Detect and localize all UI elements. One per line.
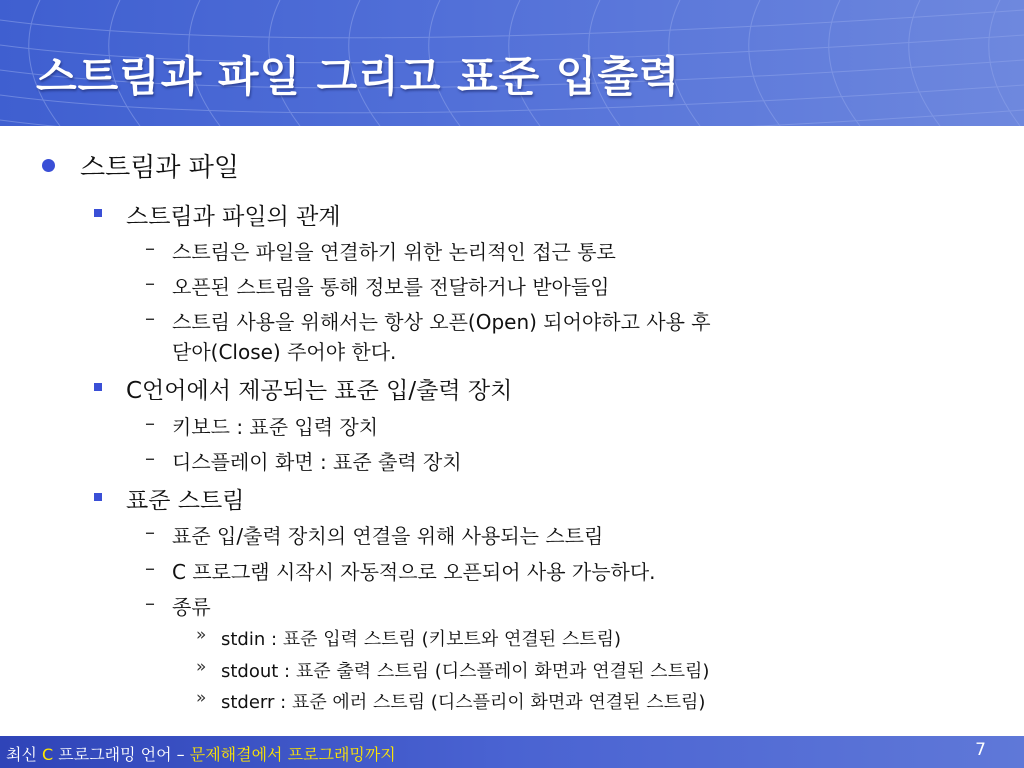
dash-icon: – [145,236,155,260]
list-item: 종류 [172,595,211,619]
raquo-icon: » [196,657,207,677]
stream-item-stdin: stdin : 표준 입력 스트림 (키보트와 연결된 스트림) [221,629,622,650]
sub-heading-relation: 스트림과 파일의 관계 [126,204,341,230]
stream-item-stderr: stderr : 표준 에러 스트림 (디스플리이 화면과 연결된 스트림) [221,692,706,713]
list-item: 스트림 사용을 위해서는 항상 오픈(Open) 되어야하고 사용 후 [172,310,711,334]
footer-book: 프로그래밍 언어 [58,745,172,764]
footer-text [6,742,396,765]
footer-dash: – [176,745,185,764]
dash-icon: – [145,520,155,544]
footer-bar [0,736,1024,768]
raquo-icon: » [196,625,207,645]
section-heading: 스트림과 파일 [80,153,239,183]
list-item-continuation: 닫아(Close) 주어야 한다. [172,340,397,364]
stream-item-stdout: stdout : 표준 출력 스트림 (디스플레이 화면과 연결된 스트림) [221,661,710,682]
list-item: 표준 입/출력 장치의 연결을 위해 사용되는 스트림 [172,524,604,548]
dash-icon: – [145,446,155,470]
raquo-icon: » [196,688,207,708]
list-item: 스트림은 파일을 연결하기 위한 논리적인 접근 통로 [172,240,616,264]
bullet-square-icon [94,383,102,391]
slide-title: 스트림과 파일 그리고 표준 입출력 [36,52,681,101]
page-number: 7 [975,740,986,760]
list-item: 오픈된 스트림을 통해 정보를 전달하거나 받아들임 [172,275,610,299]
footer-c-letter: C [42,745,54,764]
title-bar [0,0,1024,126]
sub-heading-standard-streams: 표준 스트림 [126,488,245,514]
dash-icon: – [145,591,155,615]
sub-heading-devices: C언어에서 제공되는 표준 입/출력 장치 [126,378,513,404]
bullet-square-icon [94,493,102,501]
footer-prefix: 최신 [6,745,37,764]
dash-icon: – [145,306,155,330]
dash-icon: – [145,411,155,435]
bullet-square-icon [94,209,102,217]
list-item: 디스플레이 화면 : 표준 출력 장치 [172,450,462,474]
list-item: C 프로그램 시작시 자동적으로 오픈되어 사용 가능하다. [172,560,656,584]
dash-icon: – [145,556,155,580]
bullet-dot-icon [42,159,55,172]
list-item: 키보드 : 표준 입력 장치 [172,415,379,439]
footer-subtitle: 문제해결에서 프로그래밍까지 [189,745,396,764]
dash-icon: – [145,271,155,295]
